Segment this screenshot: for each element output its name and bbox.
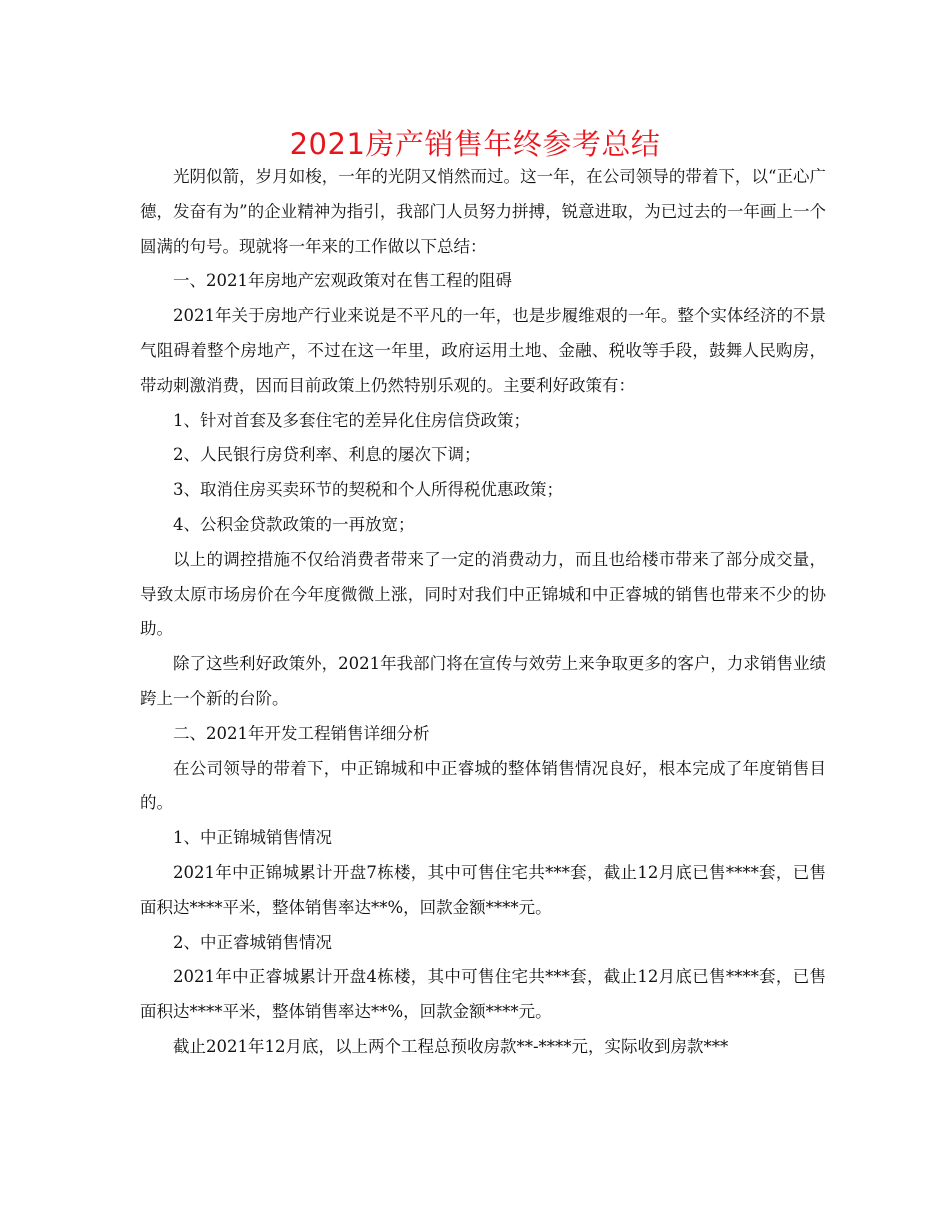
list-item-policy-4: 4、公积金贷款政策的一再放宽； [173, 514, 415, 534]
list-item-policy-2: 2、人民银行房贷利率、利息的屡次下调； [173, 445, 481, 465]
paragraph-sales-summary: 在公司领导的带着下，中正锦城和中正睿城的整体销售情况良好，根本完成了年度销售目的。 [140, 758, 826, 813]
paragraph-total-receipts: 截止2021年12月底，以上两个工程总预收房款**-****元，实际收到房款*** [173, 1036, 729, 1056]
paragraph-ruicheng-sales: 2021年中正睿城累计开盘4栋楼，其中可售住宅共***套，截止12月底已售****套，已售面积达****平米，整体销售率达**%，回款金额****元。 [140, 967, 826, 1022]
paragraph-intro: 光阴似箭，岁月如梭，一年的光阴又悄然而过。这一年，在公司领导的带着下，以“正心广德，发奋有为”的企业精神为指引，我部门人员努力拼搏，锐意进取，为已过去的一年画上一个圆满的句号。现就将一年来的工作做以下总结： [140, 167, 826, 256]
subheading-ruicheng: 2、中正睿城销售情况 [173, 932, 332, 952]
subheading-jincheng: 1、中正锦城销售情况 [173, 828, 332, 848]
document-body [140, 160, 826, 1065]
paragraph-policy-overview: 2021年关于房地产行业来说是不平凡的一年，也是步履维艰的一年。整个实体经济的不景气阻碍着整个房地产，不过在这一年里，政府运用土地、金融、税收等手段，鼓舞人民购房，带动刺激消费，因而目前政策上仍然特别乐观的。主要利好政策有： [140, 306, 826, 395]
section-heading-1: 一、2021年房地产宏观政策对在售工程的阻碍 [173, 271, 512, 291]
list-item-policy-3: 3、取消住房买卖环节的契税和个人所得税优惠政策； [173, 480, 563, 500]
list-item-policy-1: 1、针对首套及多套住宅的差异化住房信贷政策； [173, 410, 530, 430]
document-title: 2021房产销售年终参考总结 [289, 127, 661, 161]
paragraph-plan: 除了这些利好政策外，2021年我部门将在宣传与效劳上来争取更多的客户，力求销售业绩跨上一个新的台阶。 [140, 654, 826, 708]
paragraph-jincheng-sales: 2021年中正锦城累计开盘7栋楼，其中可售住宅共***套，截止12月底已售****套，已售面积达****平米，整体销售率达**%，回款金额****元。 [140, 862, 826, 917]
section-heading-2: 二、2021年开发工程销售详细分析 [173, 723, 430, 743]
paragraph-policy-effect: 以上的调控措施不仅给消费者带来了一定的消费动力，而且也给楼市带来了部分成交量，导致太原市场房价在今年度微微上涨，同时对我们中正锦城和中正睿城的销售也带来不少的协助。 [140, 549, 826, 639]
